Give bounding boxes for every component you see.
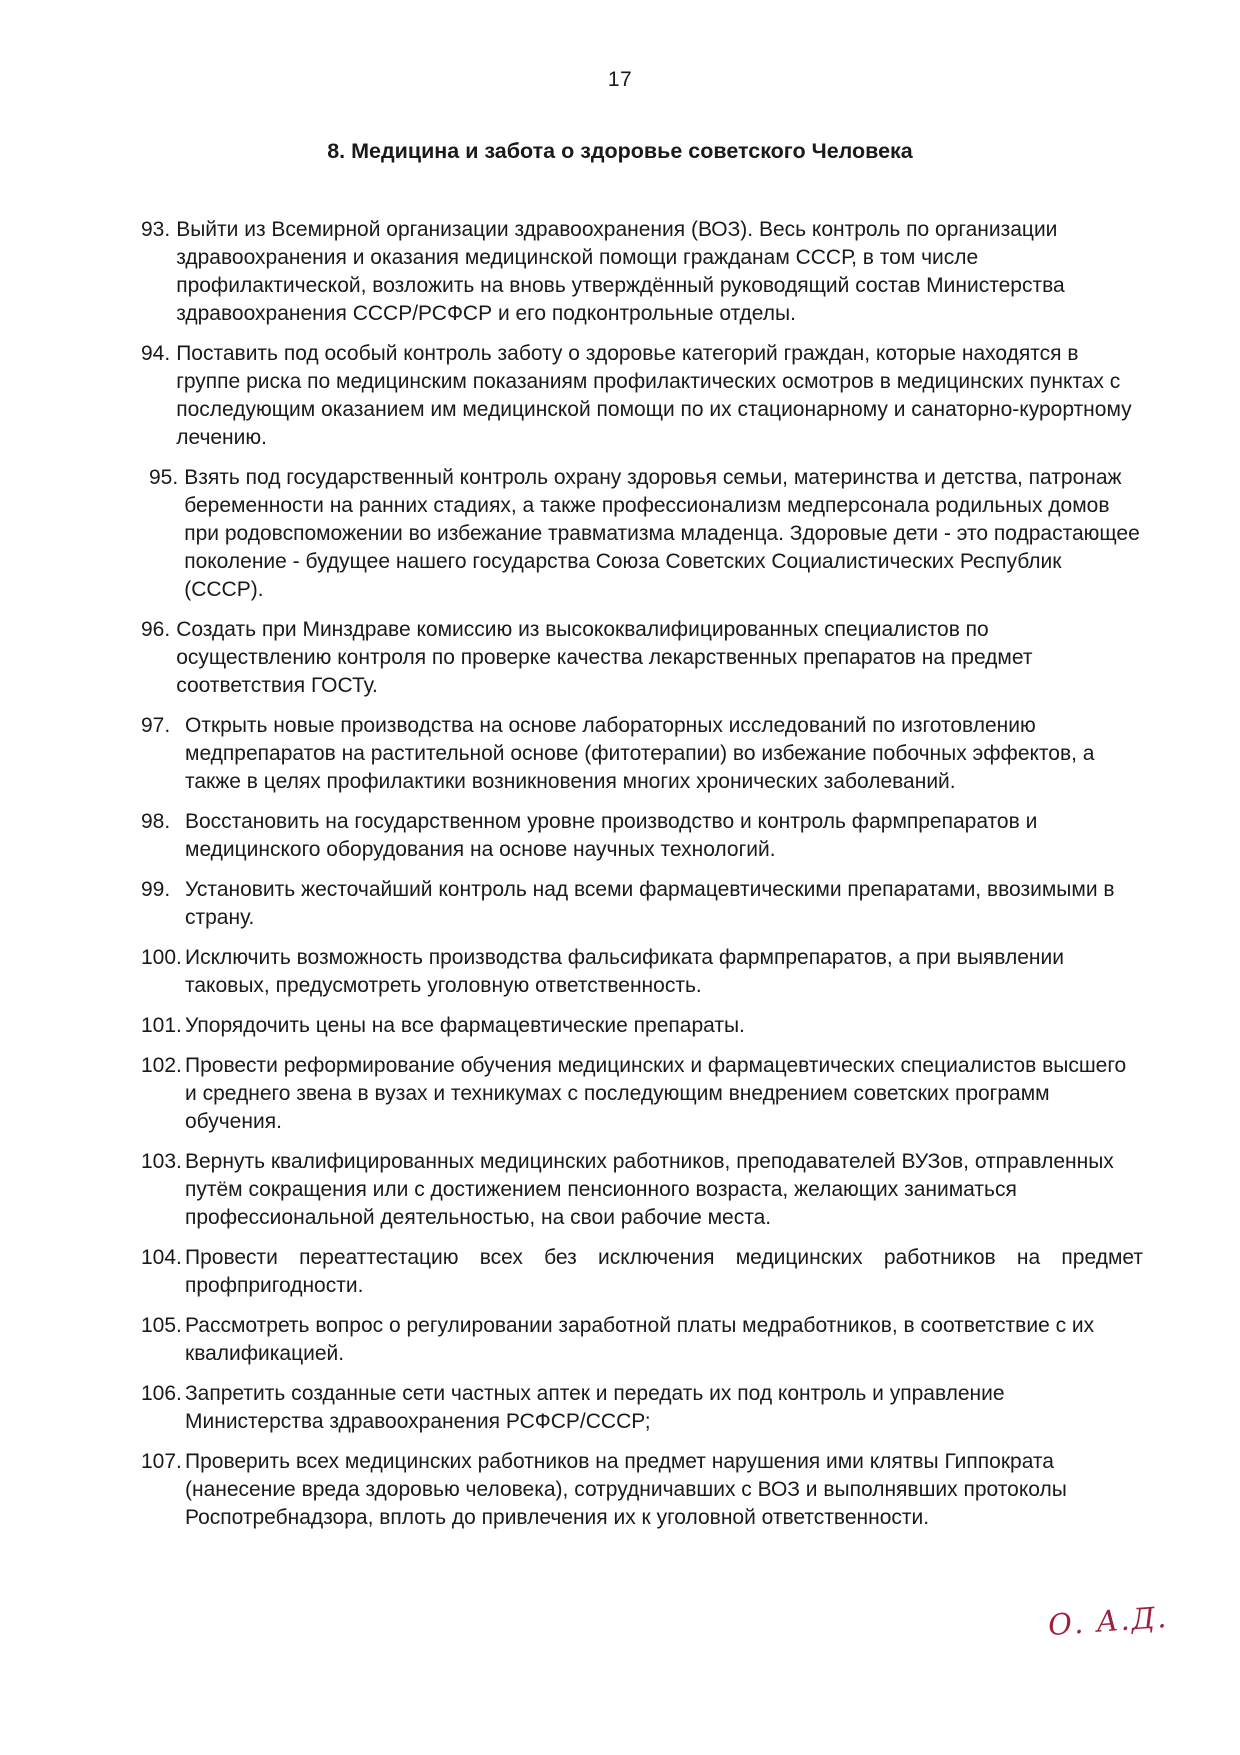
item-number: 99. [141,878,171,901]
item-number: 101. [141,1014,182,1037]
item-text: Взять под государственный контроль охрану здоровья семьи, материнства и детства, патронаж беременности на ранних стадиях, а также профессионализм медперсонала родильных домов при родовспоможении во избежание травматизма младенца. Здоровые дети - это подрастающее поколение - будущее нашего государства Союза Советских Социалистических Республик (СССР). [184,466,1140,601]
item-number: 97. [141,714,171,737]
item-number: 100. [141,946,182,969]
item-number: 103. [141,1150,182,1173]
item-text: Запретить созданные сети частных аптек и передать их под контроль и управление Министерства здравоохранения РСФСР/СССР; [185,1382,1005,1433]
item-number: 105. [141,1314,182,1337]
item-text: Проверить всех медицинских работников на предмет нарушения ими клятвы Гиппократа (нанесение вреда здоровью человека), сотрудничавших с ВОЗ и выполнявших протоколы Роспотребнадзора, вплоть до привлечения их к уголовной ответственности. [185,1450,1067,1529]
list-item [141,876,1143,932]
list-item [141,1312,1143,1368]
list-item [141,1448,1143,1532]
item-number: 106. [141,1382,182,1405]
list-item [141,1380,1143,1436]
item-text: Упорядочить цены на все фармацевтические препараты. [185,1014,745,1037]
list-item [141,1244,1143,1300]
item-text: Поставить под особый контроль заботу о здоровье категорий граждан, которые находятся в группе риска по медицинским показаниям профилактических осмотров в медицинских пунктах с последующим оказанием им медицинской помощи по их стационарному и санаторно-курортному лечению. [176,342,1132,449]
item-text: Восстановить на государственном уровне производство и контроль фармпрепаратов и медицинского оборудования на основе научных технологий. [185,810,1038,861]
list-item [141,464,1143,604]
list-item [141,808,1143,864]
item-number: 94. [141,342,171,365]
item-text: Открыть новые производства на основе лабораторных исследований по изготовлению медпрепаратов на растительной основе (фитотерапии) во избежание побочных эффектов, а также в целях профилактики возникновения многих хронических заболеваний. [185,714,1095,793]
section-heading: 8. Медицина и забота о здоровье советского Человека [327,139,913,163]
page-number: 17 [607,68,633,91]
list-item [141,340,1143,452]
list-item [141,1012,1143,1040]
item-text: Установить жесточайший контроль над всеми фармацевтическими препаратами, ввозимыми в страну. [185,878,1115,929]
item-number: 95. [149,466,179,489]
item-number: 98. [141,810,171,833]
handwritten-signature: О. А.Д. [1046,1599,1170,1643]
list-item [141,1052,1143,1136]
list-item [141,1148,1143,1232]
item-text: Вернуть квалифицированных медицинских работников, преподавателей ВУЗов, отправленных путём сокращения или с достижением пенсионного возраста, желающих заниматься профессиональной деятельностью, на свои рабочие места. [185,1150,1114,1229]
item-number: 107. [141,1450,182,1473]
item-number: 102. [141,1054,182,1077]
item-text: Создать при Минздраве комиссию из высококвалифицированных специалистов по осуществлению контроля по проверке качества лекарственных препаратов на предмет соответствия ГОСТу. [176,618,1033,697]
item-number: 93. [141,218,171,241]
item-list [141,216,1143,1544]
item-text: Выйти из Всемирной организации здравоохранения (ВОЗ). Весь контроль по организации здравоохранения и оказания медицинской помощи гражданам СССР, в том числе профилактической, возложить на вновь утверждённый руководящий состав Министерства здравоохранения СССР/РСФСР и его подконтрольные отделы. [176,218,1065,325]
list-item [141,616,1143,700]
list-item [141,944,1143,1000]
list-item [141,712,1143,796]
item-number: 96. [141,618,171,641]
list-item [141,216,1143,328]
item-text: Рассмотреть вопрос о регулировании заработной платы медработников, в соответствие с их квалификацией. [185,1314,1095,1365]
item-text: Провести реформирование обучения медицинских и фармацевтических специалистов высшего и среднего звена в вузах и техникумах с последующим внедрением советских программ обучения. [185,1054,1127,1133]
item-number: 104. [141,1246,182,1269]
item-text: Исключить возможность производства фальсификата фармпрепаратов, а при выявлении таковых, предусмотреть уголовную ответственность. [185,946,1064,997]
item-text: Провести переаттестацию всех без исключения медицинских работников на предмет профпригодности. [185,1246,1143,1297]
